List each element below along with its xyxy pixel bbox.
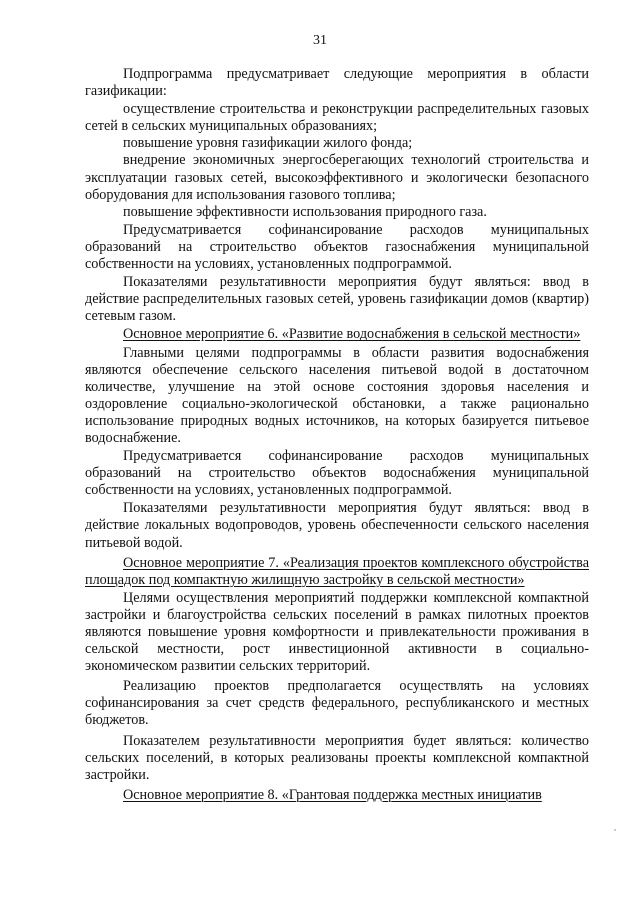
scan-speck [614, 829, 616, 831]
paragraph-gas-cofinancing: Предусматривается софинансирование расходов муниципальных образований на строительство объектов газоснабжения муниципальной собственности на условиях, установленных подпрограммой. [85, 221, 589, 273]
heading-measure-7: Основное мероприятие 7. «Реализация проектов комплексного обустройства площадок под компактную жилищную застройку в сельской местности» [85, 554, 589, 588]
paragraph-gas-indicators: Показателями результативности мероприятия будут являться: ввод в действие распределительных газовых сетей, уровень газификации домов (квартир) сетевым газом. [85, 274, 589, 325]
paragraph-gasification-intro: Подпрограмма предусматривает следующие мероприятия в области газификации: [85, 66, 589, 100]
paragraph-gas-networks: осуществление строительства и реконструкции распределительных газовых сетей в сельских муниципальных образованиях; [85, 101, 589, 135]
document-body [85, 66, 589, 805]
paragraph-compact-housing-goals: Целями осуществления мероприятий поддержки комплексной компактной застройки и благоустройства сельских поселений в рамках пилотных проектов являются повышение уровня комфортности и привлекательности проживания в сельской местности, рост инвестиционной активности в социально-экономическом развитии сельских территорий. [85, 589, 589, 675]
paragraph-housing-gasification: повышение уровня газификации жилого фонда; [123, 135, 413, 152]
paragraph-water-indicators: Показателями результативности мероприятия будут являться: ввод в действие локальных водопроводов, уровень обеспеченности сельского населения питьевой водой. [85, 500, 589, 551]
paragraph-energy-saving: внедрение экономичных энергосберегающих технологий строительства и эксплуатации газовых сетей, высокоэффективного и экологически безопасного оборудования для использования газового топлива; [85, 152, 589, 203]
paragraph-water-cofinancing: Предусматривается софинансирование расходов муниципальных образований на строительство объектов водоснабжения муниципальной собственности на условиях, установленных подпрограммой. [85, 448, 589, 499]
paragraph-compact-housing-indicator: Показателем результативности мероприятия будет являться: количество сельских поселений, в которых реализованы проекты комплексной компактной застройки. [85, 732, 589, 783]
paragraph-natural-gas-efficiency: повышение эффективности использования природного газа. [123, 203, 487, 220]
heading-measure-6: Основное мероприятие 6. «Развитие водоснабжения в сельской местности» [123, 326, 581, 343]
heading-measure-8: Основное мероприятие 8. «Грантовая поддержка местных инициатив [123, 786, 542, 803]
paragraph-compact-housing-funding: Реализацию проектов предполагается осуществлять на условиях софинансирования за счет средств федерального, республиканского и местных бюджетов. [85, 678, 589, 729]
page-number: 31 [313, 33, 327, 48]
paragraph-water-goals: Главными целями подпрограммы в области развития водоснабжения являются обеспечение сельского населения питьевой водой в достаточном количестве, улучшение на этой основе состояния здоровья населения и оздоровление социально-экологической обстановки, а также рационально использование природных водных источников, на которых базируется питьевое водоснабжение. [85, 344, 589, 446]
